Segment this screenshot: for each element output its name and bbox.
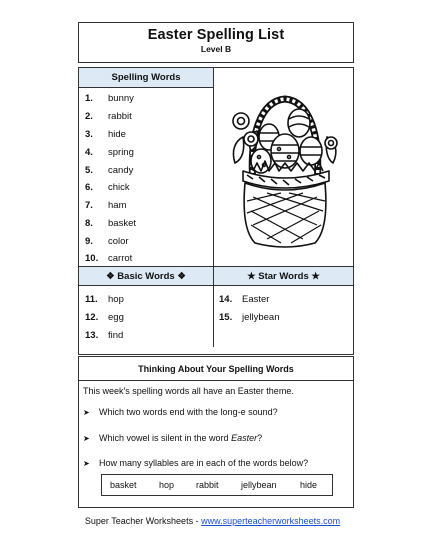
word-bank-item: hop: [159, 480, 175, 490]
question-1: ➤ Which two words end with the long-e sound?: [83, 407, 278, 417]
spelling-words-header: Spelling Words: [79, 68, 214, 88]
word-bank-item: rabbit: [196, 480, 219, 490]
arrow-icon: ➤: [83, 408, 90, 417]
arrow-icon: ➤: [83, 434, 90, 443]
spelling-list-box: Spelling Words 1. bunny 2. rabbit 3. hide 4. spring 5. candy 6. chick 7. ham 8. basket 9. color 10. carrot ❖ Basic Words ❖ ★ Star Words ★ 11. hop 12. egg 13. find 14. Easter 15. jellybean: [78, 67, 354, 355]
word-bank-item: basket: [110, 480, 137, 490]
question-3: ➤ How many syllables are in each of the words below?: [83, 458, 309, 468]
word-bank: [101, 474, 333, 496]
word-bank-item: jellybean: [241, 480, 277, 490]
thinking-intro: This week's spelling words all have an Easter theme.: [83, 386, 294, 396]
thinking-box: [78, 356, 354, 508]
footer-link[interactable]: www.superteacherworksheets.com: [201, 516, 341, 526]
title-box: [78, 22, 354, 63]
column-divider: [213, 68, 214, 347]
easter-basket-illustration: [229, 93, 341, 249]
page-title: Easter Spelling List: [147, 27, 285, 43]
section-divider: [79, 380, 353, 381]
word-bank-item: hide: [300, 480, 318, 490]
star-words-header: ★ Star Words ★: [214, 267, 353, 286]
basic-words-header: ❖ Basic Words ❖: [79, 267, 214, 286]
footer: [0, 516, 425, 526]
question-2: ➤ Which vowel is silent in the word Easter?: [83, 433, 263, 443]
thinking-title: Thinking About Your Spelling Words: [138, 364, 294, 374]
footer-text: Super Teacher Worksheets -: [84, 516, 202, 526]
level-label: Level B: [200, 44, 232, 54]
arrow-icon: ➤: [83, 459, 90, 468]
